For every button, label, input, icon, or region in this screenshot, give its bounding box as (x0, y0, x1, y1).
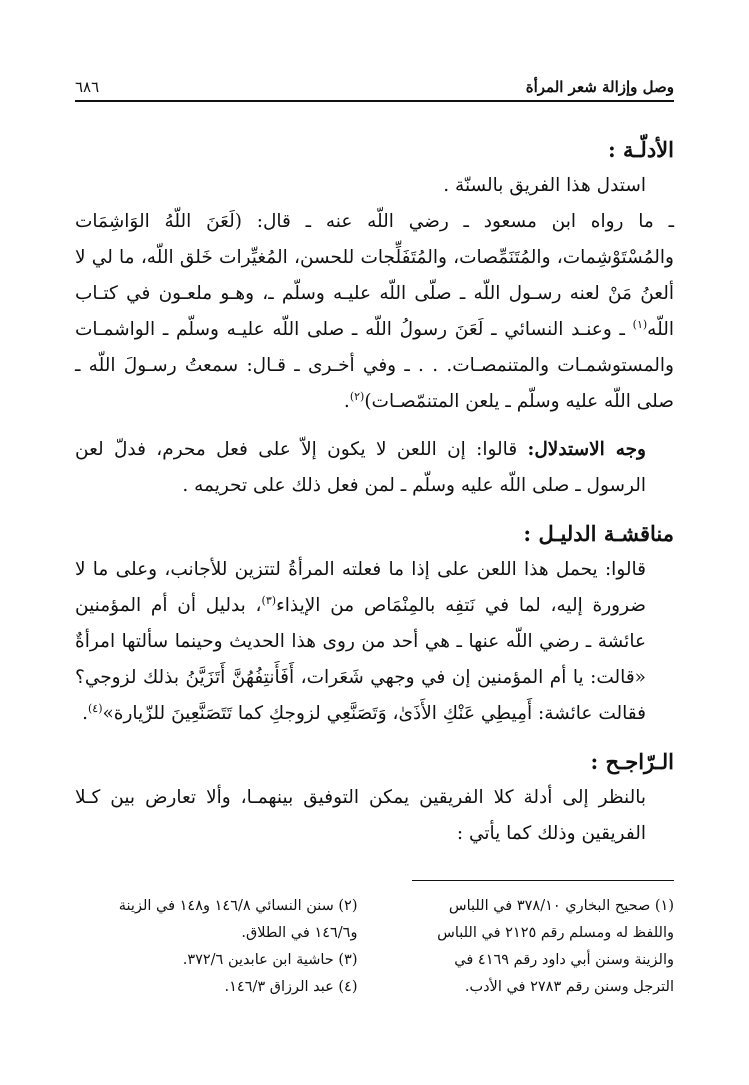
page-number: ٦٨٦ (75, 78, 100, 96)
footnote-ref-4[interactable]: (٤) (87, 701, 103, 715)
footnotes-right-column (392, 893, 675, 1001)
discussion-text-1: قالوا: يحمل هذا اللعن على إذا ما فعلته المرأةُ لتتزين للأجانب، وعلى ما لا ضرورة إليه، لما في نَتفِه بالمِنْمَاص من الإيذاء (75, 559, 646, 616)
footnote-line: الترجل وسنن رقم ٢٧٨٣ في الأدب. (464, 979, 674, 995)
section-heading-discussion: مناقشـة الدليـل : (523, 521, 674, 546)
footnote-line: واللفظ له ومسلم رقم ٢١٢٥ في اللباس (437, 925, 674, 941)
footnote-line: و١٤٦/٦ في الطلاق. (241, 925, 358, 941)
footnote-line: والزينة وسنن أبي داود رقم ٤١٦٩ في (454, 952, 674, 968)
hadith-text-1: ـ ما رواه ابن مسعود ـ رضي اللّه عنه ـ قال: (لَعَنَ اللّهُ الوَاشِمَات والمُسْتَوْشِمات، والمُتَنَمِّصات، والمُتَفَلِّجات للحسن، المُغيِّرات خَلق اللّه، ما لي لا ألعنُ مَنْ لعنه رسـول اللّه ـ صلّى اللّه عليـه وسلّم ـ، وهـو ملعـون في كتـاب اللّه (75, 211, 674, 340)
discussion-paragraph (75, 552, 674, 732)
running-header (75, 78, 674, 102)
section-heading-preferred: الـرّاجـح : (590, 749, 674, 774)
section-heading-evidence: الأدلّـة : (607, 137, 674, 162)
footnote-divider (412, 880, 674, 881)
footnote-line: (٤) عبد الرزاق ١٤٦/٣. (224, 979, 358, 995)
evidence-intro: استدل هذا الفريق بالسنّة . (443, 175, 646, 196)
footnote-ref-2[interactable]: (٢) (349, 389, 365, 403)
footnote-line: (٣) حاشية ابن عابدين ٣٧٢/٦. (182, 952, 358, 968)
footnote-line: (١) صحيح البخاري ٣٧٨/١٠ في اللباس (448, 898, 674, 914)
footnotes-left-column (75, 893, 358, 1001)
footnote-line: (٢) سنن النسائي ١٤٦/٨ و١٤٨ في الزينة (118, 898, 358, 914)
inference-paragraph (75, 432, 674, 504)
hadith-paragraph (75, 204, 674, 420)
running-title: وصل وإزالة شعر المرأة (525, 78, 674, 96)
main-text (75, 132, 674, 852)
footnotes (75, 893, 674, 1001)
footnote-ref-1[interactable]: (١) (632, 317, 648, 331)
inference-lead: وجه الاستدلال: (527, 439, 646, 460)
footnote-ref-3[interactable]: (٣) (261, 593, 277, 607)
inference-text: قالوا: إن اللعن لا يكون إلاّ على فعل محرم، فدلّ لعن الرسول ـ صلى اللّه عليه وسلّم ـ لمن فعل ذلك على تحريمه . (75, 439, 646, 496)
hadith-tail: . (343, 391, 350, 412)
preferred-paragraph: بالنظر إلى أدلة كلا الفريقين يمكن التوفيق بينهمـا، وألا تعارض بين كـلا الفريقين وذلك كما يأتي : (75, 787, 646, 844)
discussion-text-2: ، بدليل أن أم المؤمنين عائشة ـ رضي اللّه عنها ـ هي أحد من روى هذا الحديث وحينما سألتها امرأةٌ «قالت: يا أم المؤمنين إن في وجهي شَعَرات، أَفَأَنتِفُهُنَّ أَتَزَيَّنُ بذلك لزوجي؟ فقالت عائشة: أَمِيطِي عَنْكِ الأَذَىٰ، وَتَصَنَّعِي لزوجكِ كما تَتَصَنَّعِينَ للزّيارة» (75, 595, 646, 724)
hadith-text-2: ـ وعنـد النسائي ـ لَعَنَ رسولُ اللّه ـ صلى اللّه عليـه وسلّم ـ الواشمـات والمستوشمـات والمتنمصـات. . . ـ وفي أخـرى ـ قـال: سمعتُ رسـولَ اللّه ـ صلى اللّه عليه وسلّم ـ يلعن المتنمّصـات) (75, 319, 674, 412)
discussion-tail: . (82, 703, 88, 724)
